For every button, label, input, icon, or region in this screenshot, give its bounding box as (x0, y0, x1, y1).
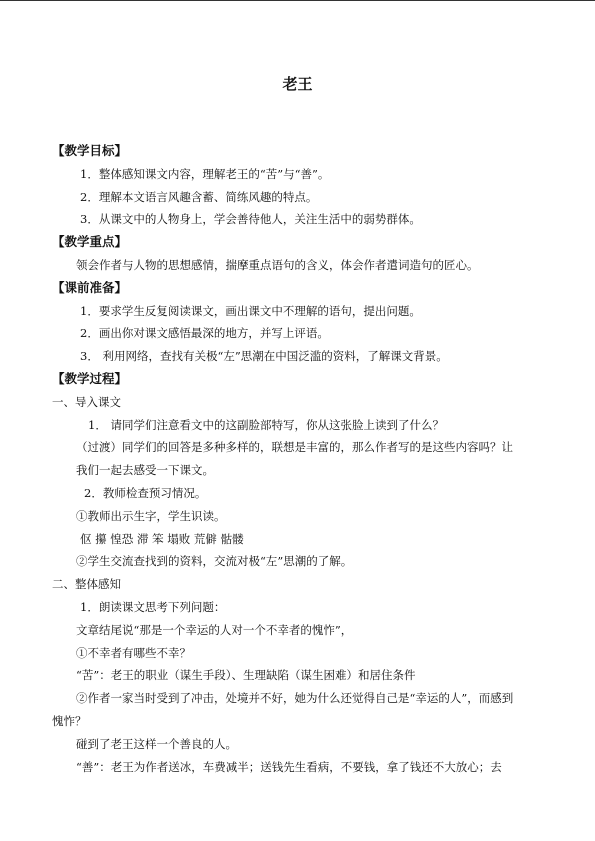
part2-line-7: 碰到了老王这样一个善良的人。 (76, 736, 237, 751)
section-heading-prep: 【课前准备】 (52, 279, 128, 295)
section-heading-focus: 【教学重点】 (52, 234, 128, 250)
section-heading-process: 【教学过程】 (52, 370, 128, 386)
part1-line-5: ①教师出示生字，学生识读。 (76, 508, 226, 523)
part2-line-1: 1．朗读课文思考下列问题： (80, 599, 226, 614)
goal-item-1: 1．整体感知课文内容，理解老王的“苦”与“善”。 (80, 166, 330, 181)
prep-item-2: 2．画出你对课文感悟最深的地方，并写上评语。 (80, 326, 329, 341)
prep-item-1: 1．要求学生反复阅读课文，画出课文中不理解的语句，提出问题。 (80, 303, 421, 318)
process-part1-title: 一、导入课文 (52, 394, 121, 409)
document-body (0, 140, 595, 778)
part2-line-5: ②作者一家当时受到了冲击，处境并不好，她为什么还觉得自己是“幸运的人”，而感到 (76, 691, 514, 706)
prep-item-3: 3． 利用网络，查找有关极“左”思潮在中国泛滥的资料，了解课文背景。 (80, 349, 448, 364)
part1-line-3: 我们一起去感受一下课文。 (76, 463, 214, 478)
part1-line-4: 2．教师检查预习情况。 (84, 485, 207, 500)
part2-line-8: “善”：老王为作者送冰，车费减半；送钱先生看病，不要钱，拿了钱还不大放心；去 (76, 759, 502, 774)
part2-line-2: 文章结尾说“那是一个幸运的人对一个不幸者的愧怍”， (76, 622, 353, 637)
part1-line-1: 1． 请同学们注意看文中的这副脸部特写，你从这张脸上读到了什么？ (88, 417, 444, 432)
goal-item-2: 2．理解本文语言风趣含蓄、简练风趣的特点。 (80, 189, 318, 204)
part1-line-7: ②学生交流查找到的资料，交流对极“左”思潮的了解。 (76, 554, 353, 569)
part1-line-6: 伛 攥 惶恐 滞 笨 塌败 荒僻 骷髅 (80, 531, 244, 546)
top-rule (0, 0, 595, 1)
focus-text: 领会作者与人物的思想感情，揣摩重点语句的含义，体会作者遣词造句的匠心。 (76, 257, 479, 272)
part1-line-2: （过渡）同学们的回答是多种多样的，联想是丰富的，那么作者写的是这些内容吗？让 (76, 440, 513, 455)
part2-line-6: 愧怍？ (52, 713, 87, 728)
page-title: 老王 (282, 75, 313, 93)
process-part2-title: 二、整体感知 (52, 577, 121, 592)
goal-item-3: 3．从课文中的人物身上，学会善待他人，关注生活中的弱势群体。 (80, 212, 421, 227)
section-heading-goals: 【教学目标】 (52, 143, 128, 158)
part2-line-4: “苦”：老王的职业（谋生手段）、生理缺陷（谋生困难）和居住条件 (76, 668, 416, 683)
part2-line-3: ①不幸者有哪些不幸？ (76, 645, 191, 660)
